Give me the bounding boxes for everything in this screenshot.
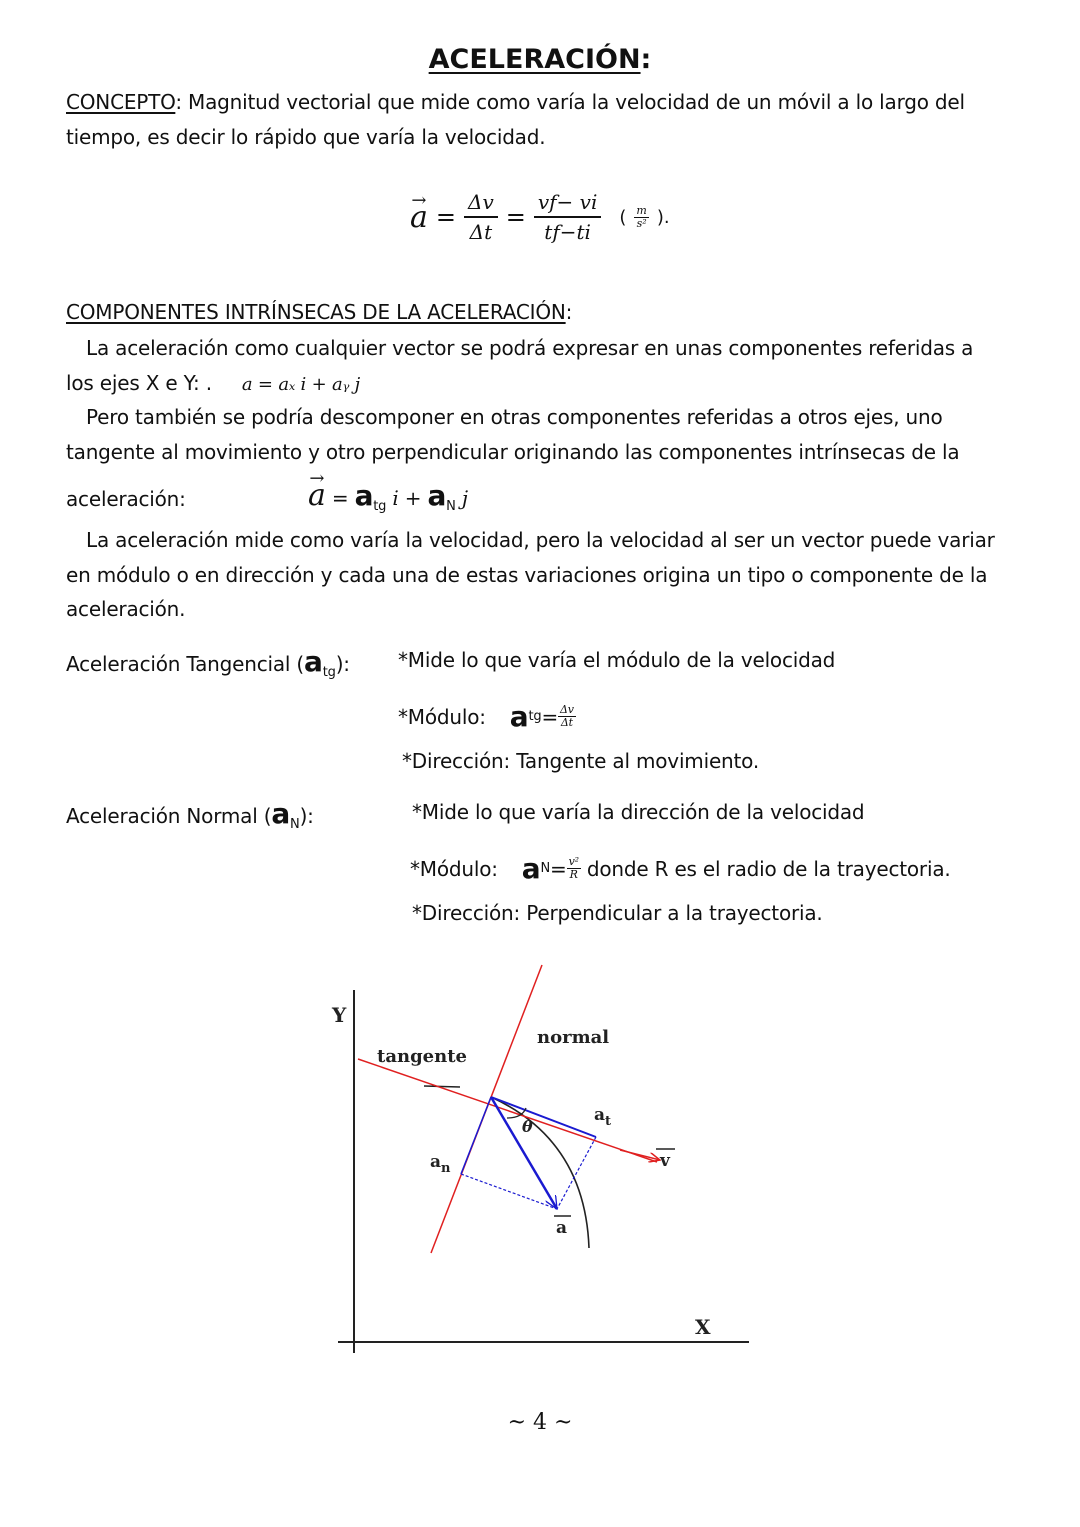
tangential-measures: *Mide lo que varía el módulo de la velocidad: [398, 648, 836, 672]
velocity-arrow: [620, 1150, 660, 1160]
label-at: $a_t$: [594, 1105, 612, 1129]
concept-line-1: CONCEPTO: Magnitud vectorial que mide como varía la velocidad de un móvil a lo largo del: [66, 90, 965, 114]
tangential-modulo: *Módulo: a tg = $\frac{\Delta v}{\Delta t}$: [398, 700, 574, 733]
page-title: ACELERACIÓN:: [428, 44, 652, 75]
paragraph-1-line-1: La aceleración como cualquier vector se podrá expresar en unas componentes referidas a: [86, 336, 974, 360]
label-theta: θ: [522, 1117, 533, 1136]
label-y: Y: [332, 1003, 347, 1027]
label-v: v: [660, 1151, 670, 1171]
paragraph-3-line-1: La aceleración mide como varía la velocidad, pero la velocidad al ser un vector puede variar: [86, 528, 995, 552]
xy-formula: a = aₓ i + aᵧ j: [241, 374, 361, 395]
paragraph-3-line-3: aceleración.: [66, 597, 186, 621]
acceleration-vector: [491, 1097, 557, 1209]
normal-measures: *Mide lo que varía la dirección de la velocidad: [412, 800, 865, 824]
label-tangente: tangente: [377, 1046, 467, 1067]
label-x: X: [695, 1315, 711, 1339]
label-normal: normal: [537, 1027, 610, 1048]
paragraph-2-line-2: tangente al movimiento y otro perpendicular originando las componentes intrínsecas de la: [66, 440, 960, 464]
paragraph-2-line-3: aceleración:: [66, 487, 186, 511]
label-a: a: [556, 1218, 568, 1238]
concept-line-2: tiempo, es decir lo rápido que varía la velocidad.: [66, 125, 546, 149]
tangential-direccion: *Dirección: Tangente al movimiento.: [402, 749, 760, 773]
intrinsic-formula: → $a = a_{tg}$ $i + a_N$ j: [308, 478, 468, 514]
normal-modulo: *Módulo: a N = $\frac{\text{v²}}{R}$ donde R es el radio de la trayectoria.: [410, 852, 951, 885]
page-number: ~ 4 ~: [507, 1410, 573, 1435]
section-heading: COMPONENTES INTRÍNSECAS DE LA ACELERACIÓN:: [66, 300, 573, 324]
units: $\frac{m}{\text{s²}}$: [636, 203, 647, 230]
paragraph-1-line-2: los ejes X e Y: . a = aₓ i + aᵧ j: [66, 371, 361, 395]
paragraph-3-line-2: en módulo o en dirección y cada una de estas variaciones origina un tipo o componente de la: [66, 563, 988, 587]
tangent-line: [358, 1059, 657, 1162]
normal-direccion: *Dirección: Perpendicular a la trayectoria.: [412, 901, 823, 925]
at-component: [491, 1097, 596, 1137]
normal-label: Aceleración Normal $(a_N)$:: [66, 797, 314, 832]
concept-label: CONCEPTO: [66, 90, 176, 114]
trajectory-curve: [424, 1086, 460, 1087]
an-component: [461, 1097, 491, 1174]
label-an: $a_n$: [430, 1152, 451, 1176]
tangential-label: Aceleración Tangencial $(a_{tg})$:: [66, 645, 350, 680]
vector-a: → a: [410, 200, 428, 235]
paragraph-2-line-1: Pero también se podría descomponer en otras componentes referidas a otros ejes, uno: [86, 405, 943, 429]
main-formula: → a = $\frac{\Delta v}{\Delta t}$ = $\frac{vf- vi}{tf-ti}$ ( $\frac{m}{\text{s²}}$ ).: [410, 190, 670, 244]
